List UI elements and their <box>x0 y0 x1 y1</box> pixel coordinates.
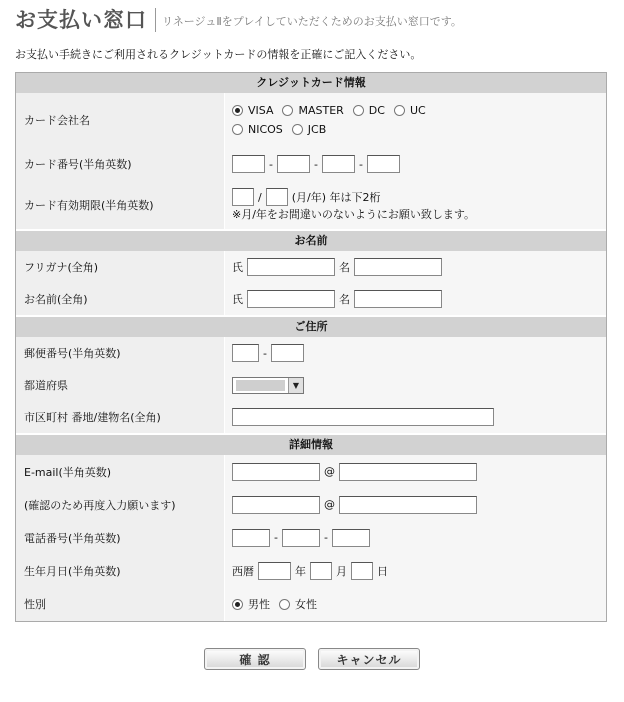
radio-master-label: MASTER <box>298 104 344 117</box>
expiry-year-field[interactable] <box>266 188 288 206</box>
name-given-prefix: 名 <box>339 293 350 306</box>
furigana-family-prefix: 氏 <box>232 261 243 274</box>
email-label: E-mail(半角英数) <box>16 455 225 488</box>
card-company-label: カード会社名 <box>16 93 225 147</box>
birthdate-label: 生年月日(半角英数) <box>16 554 225 587</box>
email-at: @ <box>324 465 335 478</box>
gender-label: 性別 <box>16 587 225 621</box>
card-number-field-1[interactable] <box>232 155 265 173</box>
email-confirm-local-field[interactable] <box>232 496 320 514</box>
birth-day-suffix: 日 <box>377 564 388 578</box>
birth-era: 西暦 <box>232 564 254 578</box>
radio-nicos-label: NICOS <box>248 123 283 136</box>
radio-jcb[interactable] <box>292 123 326 136</box>
radio-dc[interactable] <box>353 104 385 117</box>
radio-visa-indicator[interactable] <box>232 105 243 116</box>
prefecture-selected-value <box>236 380 285 391</box>
radio-female[interactable] <box>279 596 317 612</box>
email-confirm-label: (確認のため再度入力願います) <box>16 488 225 521</box>
email-confirm-domain-field[interactable] <box>339 496 477 514</box>
radio-nicos[interactable] <box>232 123 283 136</box>
section-heading-name: お名前 <box>16 229 606 251</box>
row-postal <box>16 337 606 369</box>
radio-dc-label: DC <box>368 104 385 117</box>
postal-dash: - <box>263 346 267 360</box>
radio-uc-indicator[interactable] <box>394 105 405 116</box>
row-gender <box>16 587 606 621</box>
row-phone <box>16 521 606 554</box>
row-prefecture <box>16 369 606 401</box>
furigana-family-field[interactable] <box>247 258 335 276</box>
radio-jcb-label: JCB <box>307 123 327 136</box>
chevron-down-icon[interactable]: ▼ <box>288 378 303 393</box>
radio-jcb-indicator[interactable] <box>292 124 303 135</box>
radio-female-label: 女性 <box>295 598 317 611</box>
page-header <box>15 6 462 34</box>
furigana-label: フリガナ(全角) <box>16 251 225 283</box>
form-buttons <box>0 648 624 670</box>
phone-field-2[interactable] <box>282 529 320 547</box>
row-card-company <box>16 93 606 147</box>
card-number-dash-2: - <box>313 157 318 171</box>
radio-male[interactable] <box>232 596 270 612</box>
row-card-number <box>16 147 606 181</box>
row-card-expiry <box>16 181 606 229</box>
instruction-text: お支払い手続きにご利用されるクレジットカードの情報を正確にご記入ください。 <box>15 48 422 61</box>
section-heading-details: 詳細情報 <box>16 433 606 455</box>
cancel-button[interactable]: キャンセル <box>318 648 420 670</box>
phone-label: 電話番号(半角英数) <box>16 521 225 554</box>
city-label: 市区町村 番地/建物名(全角) <box>16 401 225 433</box>
row-email-confirm <box>16 488 606 521</box>
birth-year-field[interactable] <box>258 562 291 580</box>
row-name <box>16 283 606 315</box>
radio-dc-indicator[interactable] <box>353 105 364 116</box>
radio-male-label: 男性 <box>248 598 270 611</box>
card-number-label: カード番号(半角英数) <box>16 147 225 181</box>
birth-month-suffix: 月 <box>336 564 347 578</box>
card-number-field-4[interactable] <box>367 155 400 173</box>
page-subtitle: リネージュⅡをプレイしていただくためのお支払い窓口です。 <box>162 15 462 28</box>
phone-dash-2: - <box>323 531 328 544</box>
section-heading-card: クレジットカード情報 <box>16 73 606 93</box>
prefecture-label: 都道府県 <box>16 369 225 401</box>
expiry-hint: (月/年) 年は下2桁 <box>291 191 381 204</box>
email-domain-field[interactable] <box>339 463 477 481</box>
card-number-dash-1: - <box>269 157 273 171</box>
expiry-note: ※月/年をお間違いのないようにお願い致します。 <box>232 208 476 221</box>
phone-dash-1: - <box>274 531 278 544</box>
postal-code-field-1[interactable] <box>232 344 259 362</box>
prefecture-select[interactable] <box>232 377 304 394</box>
radio-visa[interactable] <box>232 104 273 117</box>
row-birthdate <box>16 554 606 587</box>
expiry-month-field[interactable] <box>232 188 254 206</box>
radio-master[interactable] <box>282 104 343 117</box>
confirm-button[interactable]: 確 認 <box>204 648 306 670</box>
card-number-field-2[interactable] <box>277 155 310 173</box>
row-email <box>16 455 606 488</box>
phone-field-3[interactable] <box>332 529 370 547</box>
name-family-field[interactable] <box>247 290 335 308</box>
phone-field-1[interactable] <box>232 529 270 547</box>
row-furigana <box>16 251 606 283</box>
radio-female-indicator[interactable] <box>279 599 290 610</box>
furigana-given-field[interactable] <box>354 258 442 276</box>
expiry-slash: / <box>258 190 262 204</box>
name-family-prefix: 氏 <box>232 293 243 306</box>
radio-male-indicator[interactable] <box>232 599 243 610</box>
radio-nicos-indicator[interactable] <box>232 124 243 135</box>
birth-year-suffix: 年 <box>295 564 306 578</box>
city-address-field[interactable] <box>232 408 494 426</box>
birth-day-field[interactable] <box>351 562 373 580</box>
postal-label: 郵便番号(半角英数) <box>16 337 225 369</box>
payment-form <box>15 72 607 622</box>
birth-month-field[interactable] <box>310 562 332 580</box>
radio-visa-label: VISA <box>248 104 274 117</box>
row-city <box>16 401 606 433</box>
name-label: お名前(全角) <box>16 283 225 315</box>
email-confirm-at: @ <box>324 498 335 511</box>
radio-uc[interactable] <box>394 104 426 117</box>
email-local-field[interactable] <box>232 463 320 481</box>
title-divider <box>155 8 156 32</box>
radio-master-indicator[interactable] <box>282 105 293 116</box>
card-number-dash-3: - <box>358 157 363 171</box>
card-number-field-3[interactable] <box>322 155 355 173</box>
name-given-field[interactable] <box>354 290 442 308</box>
postal-code-field-2[interactable] <box>271 344 304 362</box>
card-expiry-label: カード有効期限(半角英数) <box>16 181 225 229</box>
page-title: お支払い窓口 <box>15 7 147 32</box>
radio-uc-label: UC <box>409 104 426 117</box>
furigana-given-prefix: 名 <box>339 261 350 274</box>
section-heading-address: ご住所 <box>16 315 606 337</box>
